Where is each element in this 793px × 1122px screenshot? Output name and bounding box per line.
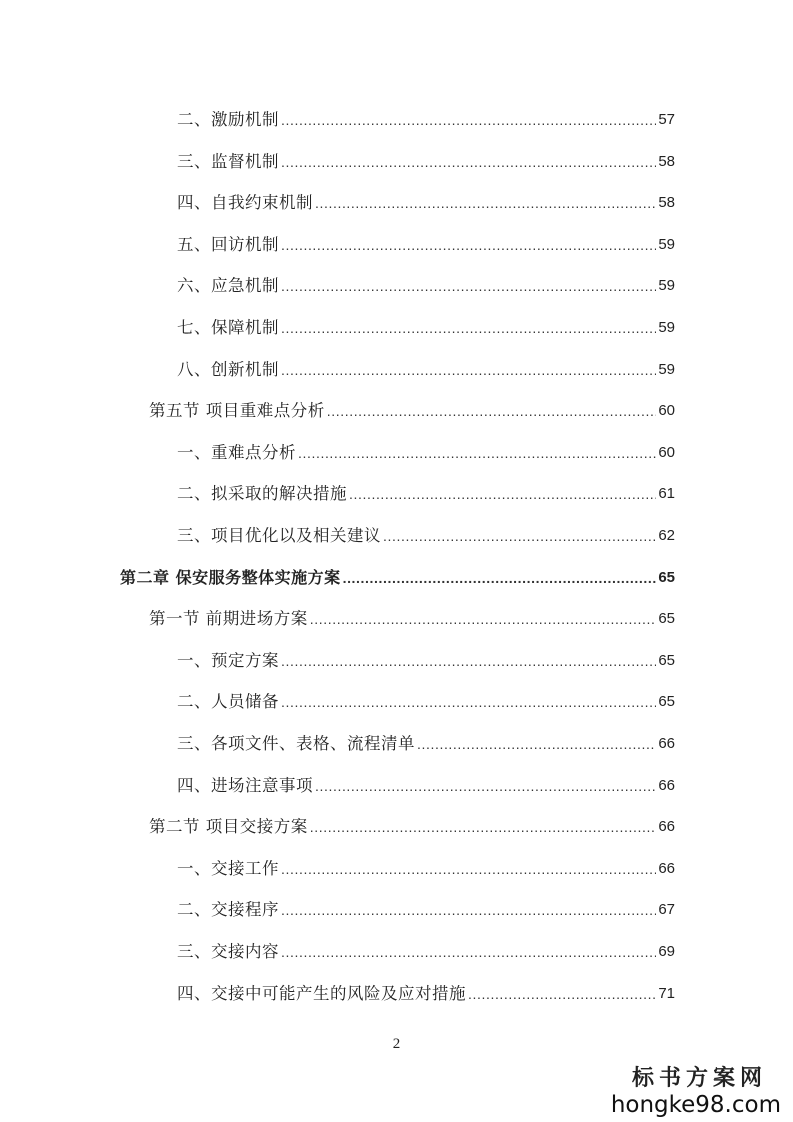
toc-item-entry[interactable] [177, 853, 675, 879]
toc-entry-page: 65 [658, 651, 675, 669]
toc-entry-page: 59 [658, 319, 675, 336]
toc-entry-title: 四、自我约束机制 [177, 193, 313, 213]
toc-item-entry[interactable] [177, 187, 675, 213]
toc-entry-page: 66 [658, 735, 675, 752]
toc-item-entry[interactable] [177, 354, 675, 380]
toc-item-entry[interactable] [177, 478, 675, 504]
toc-dot-leader [281, 900, 656, 920]
toc-entry-title: 三、项目优化以及相关建议 [177, 526, 381, 545]
toc-entry-title: 四、交接中可能产生的风险及应对措施 [177, 983, 466, 1003]
toc-dot-leader [417, 734, 656, 754]
toc-entry-page: 59 [658, 277, 675, 295]
toc-dot-leader [343, 568, 657, 588]
toc-item-entry[interactable] [177, 312, 675, 338]
toc-entry-page: 66 [658, 818, 675, 836]
toc-item-entry[interactable] [177, 645, 675, 671]
toc-entry-title: 四、进场注意事项 [177, 775, 313, 795]
toc-entry-page: 65 [658, 568, 675, 586]
toc-entry-page: 60 [658, 402, 675, 420]
toc-entry-title: 五、回访机制 [177, 234, 279, 254]
toc-entry-title: 六、应急机制 [177, 276, 279, 296]
toc-entry-title: 七、保障机制 [177, 318, 279, 337]
toc-entry-title: 八、创新机制 [177, 359, 279, 379]
toc-entry-title: 一、交接工作 [177, 858, 279, 878]
toc-entry-page: 66 [658, 859, 675, 877]
toc-dot-leader [281, 360, 656, 380]
toc-dot-leader [281, 859, 656, 879]
watermark-url: hongke98.com [610, 1092, 781, 1118]
toc-section-entry[interactable] [149, 811, 675, 837]
toc-entry-page: 65 [658, 693, 675, 711]
toc-dot-leader [327, 401, 657, 421]
toc-dot-leader [383, 526, 656, 546]
toc-entry-title: 一、预定方案 [177, 650, 279, 670]
toc-dot-leader [281, 651, 656, 671]
site-watermark [611, 1066, 781, 1118]
toc-entry-page: 71 [658, 984, 675, 1002]
toc-item-entry[interactable] [177, 770, 675, 796]
toc-item-entry[interactable] [177, 936, 675, 962]
toc-entry-title: 二、拟采取的解决措施 [177, 484, 347, 504]
toc-item-entry[interactable] [177, 229, 675, 255]
toc-dot-leader [281, 692, 656, 712]
toc-item-entry[interactable] [177, 894, 675, 920]
page-number: 2 [392, 1036, 401, 1052]
toc-dot-leader [310, 609, 657, 629]
toc-entry-page: 65 [658, 610, 675, 628]
toc-item-entry[interactable] [177, 520, 675, 546]
toc-entry-page: 59 [658, 235, 675, 253]
toc-entry-page: 66 [658, 776, 675, 794]
toc-chapter-entry[interactable] [120, 562, 675, 588]
toc-dot-leader [468, 984, 656, 1004]
toc-entry-title: 二、人员储备 [177, 692, 279, 712]
toc-entry-page: 60 [658, 443, 675, 461]
toc-item-entry[interactable] [177, 978, 675, 1004]
toc-entry-title: 一、重难点分析 [177, 442, 296, 462]
toc-item-entry[interactable] [177, 270, 675, 296]
toc-item-entry[interactable] [177, 146, 675, 172]
toc-entry-title: 三、各项文件、表格、流程清单 [177, 734, 415, 753]
toc-item-entry[interactable] [177, 437, 675, 463]
toc-entry-page: 69 [658, 943, 675, 960]
toc-item-entry[interactable] [177, 686, 675, 712]
toc-entry-page: 57 [658, 111, 675, 128]
toc-entry-title: 三、交接内容 [177, 942, 279, 961]
toc-dot-leader [281, 235, 656, 255]
toc-entry-title: 三、监督机制 [177, 151, 279, 171]
toc-entry-title: 二、激励机制 [177, 110, 279, 129]
toc-entry-title: 二、交接程序 [177, 900, 279, 920]
watermark-cn: 标书方案网 [631, 1066, 767, 1091]
toc-section-entry[interactable] [149, 603, 675, 629]
toc-dot-leader [315, 193, 656, 213]
toc-dot-leader [349, 484, 656, 504]
toc-section-entry[interactable] [149, 395, 675, 421]
toc-entry-page: 67 [658, 901, 675, 919]
toc-entry-page: 61 [658, 485, 675, 503]
toc-entry-title: 第五节 项目重难点分析 [149, 401, 325, 421]
toc-dot-leader [310, 817, 657, 837]
toc-entry-title: 第一节 前期进场方案 [149, 609, 308, 629]
toc-dot-leader [281, 110, 656, 130]
toc-entry-page: 58 [658, 152, 675, 170]
toc-dot-leader [315, 776, 656, 796]
toc-dot-leader [298, 443, 656, 463]
toc-item-entry[interactable] [177, 728, 675, 754]
toc-dot-leader [281, 318, 656, 338]
toc-dot-leader [281, 152, 656, 172]
toc-entry-page: 59 [658, 360, 675, 378]
toc-entry-title: 第二节 项目交接方案 [149, 817, 308, 837]
toc-dot-leader [281, 942, 656, 962]
toc-item-entry[interactable] [177, 104, 675, 130]
toc-entry-page: 62 [658, 527, 675, 544]
toc-entry-title: 第二章 保安服务整体实施方案 [120, 567, 341, 587]
toc-dot-leader [281, 276, 656, 296]
toc-entry-page: 58 [658, 194, 675, 212]
